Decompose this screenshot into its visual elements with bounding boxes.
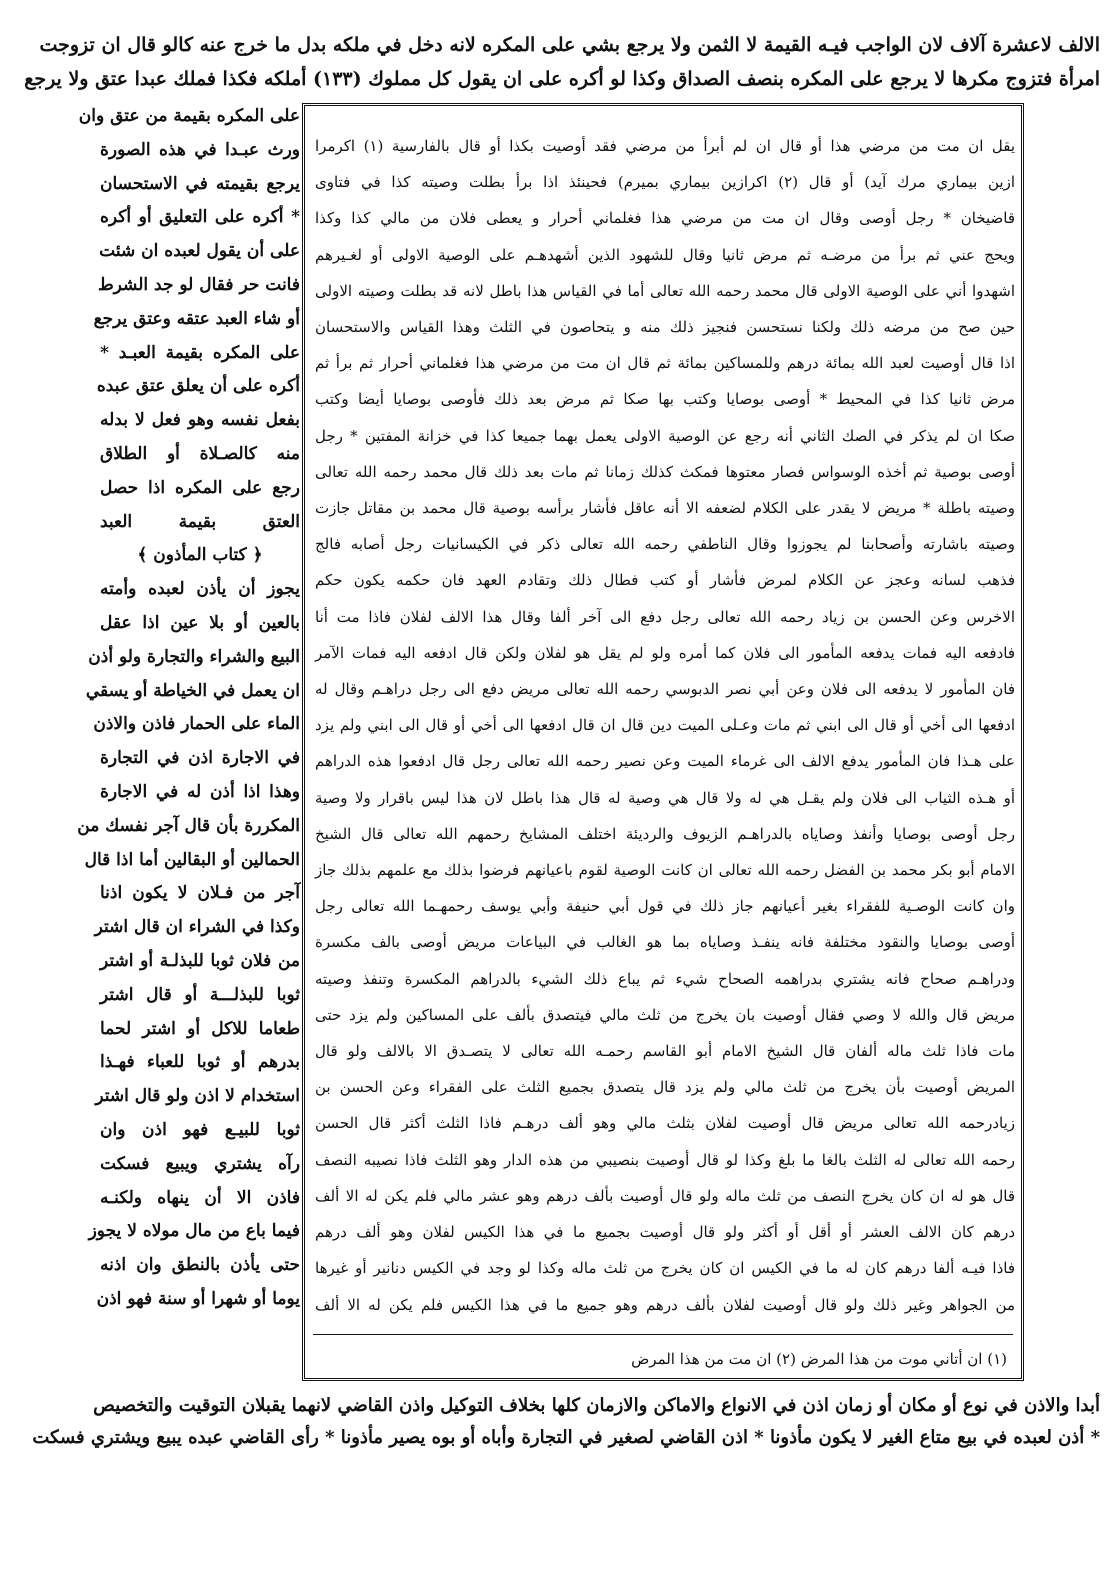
- footnote: (١) ان أتاني موت من هذا المرض (٢) ان مت من هذا المرض: [631, 1350, 1007, 1368]
- main-line: ازين بيماري مرك آيد) أو قال (٢) اكرازين بيماري بميرم) فحينئذ اذا برأ بطلت وصيته كذا في فتاوى: [315, 173, 1015, 192]
- margin-line: أكره على أن يعلق عتق عبده: [96, 376, 300, 397]
- main-line: وان كانت الوصـية للفقراء بغير أعيانهم جاز ذلك في قول أبي حنيفة وأبي يوسف رحمهـما الله تعالى رجل: [315, 897, 1015, 916]
- main-line: الاخرس وعن الحسن بن زياد رحمه الله تعالى رجل دفع الى آخر ألفا وقال هذا الالف لفلان فاذا مت أنا: [315, 607, 1015, 626]
- main-line: مريض قال والله لا وصي فقال أوصيت بان يخرج من ثلث مالي فيتصدق بألف على المساكين ولم يزد حتى: [315, 1005, 1015, 1024]
- margin-line: بالعين أو بلا عين اذا عقل: [100, 612, 300, 633]
- main-line: أوصى بوصايا والنقود مختلفة فانه ينفـذ وصاياه بما هو الغالب في البياعات مريض أوصى بالف مكسرة: [315, 933, 1015, 952]
- main-line: ودراهـم صحاح فانه يشتري بدراهمه الصحاح شيء ثم يباع ذلك الشيء بالدراهم المكسرة وتنفذ وصيته: [315, 969, 1015, 988]
- margin-line: يوما أو شهرا أو سنة فهو اذن: [96, 1288, 300, 1309]
- main-line: حين صح من مرضه ذلك ولكنا نستحسن فنجيز ذلك منه و يتحاصون في الثلث وهذا القياس والاستحسان: [315, 318, 1015, 337]
- margin-line: ثوبا للبيـع فهو اذن وان: [100, 1119, 300, 1140]
- main-text-frame: [302, 103, 1024, 1381]
- main-line: رجل أوصى بوصايا وأنفذ وصاياه بالدراهـم الزيوف والرديئة اختلف المشايخ رحمهم الله تعالى قال الشيخ: [315, 824, 1015, 843]
- margin-line: الحمالين أو البقالين أما اذا قال: [84, 849, 300, 870]
- margin-line: المكررة بأن قال آجر نفسك من: [77, 815, 300, 836]
- margin-line: آجر من فـلان لا يكون اذنا: [100, 883, 300, 904]
- margin-line: فاذن الا أن ينهاه ولكنـه: [100, 1187, 300, 1208]
- main-line: فاذا فيـه ألفا درهم كان له ما في الكيس ان كان يخرج من ثلث ماله وكذا لو وجد في الكيس دنانير أو غيرها: [315, 1259, 1015, 1278]
- margin-line: البيع والشراء والتجارة ولو أذن: [88, 646, 300, 667]
- margin-line: ثوبا للبذلـــة أو قال اشتر: [100, 984, 300, 1005]
- margin-line: * أكره على التعليق أو أكره: [100, 207, 300, 228]
- main-line: المريض أوصيت بأن يخرج من ثلث مالي ولم يزد قال يتصدق بجميع الثلث على الفقراء وعن الحسن بن: [315, 1078, 1015, 1097]
- margin-line: أو شاء العبد عتقه وعتق يرجع: [93, 308, 300, 329]
- footnote-divider: [313, 1334, 1013, 1335]
- main-line: قال هو له ان كان يخرج النصف من ثلث ماله ولو قال أوصيت بألف درهم وهو عشر مالي فلم يكن له الا ألف: [315, 1186, 1015, 1205]
- main-line: من الجواهر وغير ذلك ولو قال أوصيت لفلان بألف درهم وهو جميع ما في هذا الكيس فلم يكن له الا ألف: [315, 1295, 1015, 1314]
- main-line: على هـذا فان المأمور يدفع الالف الى غرماء الميت وعن نصير رحمه الله تعالى رجل قال ادفعوا هذه الدراهم: [315, 752, 1015, 771]
- main-line: أو هـذه الثياب الى فلان ولم يقـل هي له ولا قال هي وصية له قال هذا باطل لان هذا ليس باقرار ولا وصية: [315, 788, 1015, 807]
- margin-line: رجع على المكره اذا حصل: [100, 477, 300, 498]
- main-line: الامام أبو بكر محمد بن الفضل رحمه الله تعالى ان كانت الوصية لقوم باعيانهم فرضوا بذلك مع علمهم بذلك جاز: [315, 861, 1015, 880]
- margin-line: ان يعمل في الخياطة أو يسقي: [85, 680, 300, 701]
- margin-line: فيما باع من مال مولاه لا يجوز: [88, 1221, 300, 1242]
- main-line: فذهب لسانه وعجز عن الكلام لمرض فأشار أو كتب فطال ذلك وتقادم العهد فان حكمه يكون حكم: [315, 571, 1015, 590]
- side-margin-text: [77, 100, 300, 1317]
- main-line: اشهدوا أني على الوصية الاولى قال محمد رحمه الله تعالى أما في القياس هذا باطل لانه قد بطلت وصيته الاولى: [315, 281, 1015, 300]
- main-line: قاضيخان * رجل أوصى وقال ان مت من مرضي هذا فغلماني أحرار و يعطى فلان من مالي كذا وكذا: [315, 209, 1015, 228]
- main-line: رحمه الله تعالى له الثلث بالغا ما بلغ وكذا لو قال أوصيت بنصيبي من هذه الدار وهو الثلث فاذا نصيبه النصف: [315, 1150, 1015, 1169]
- bottom-margin-text: [32, 1390, 1100, 1454]
- top-line-1: الالف لاعشرة آلاف لان الواجب فيـه القيمة لا الثمن ولا يرجع بشي على المكره لانه دخل في ملكه بدل ما خرج عنه كالو قال ان تزوجت: [39, 34, 1100, 56]
- margin-line: حتى يأذن بالنطق وان اذنه: [100, 1255, 300, 1276]
- margin-line: وكذا في الشراء ان قال اشتر: [94, 917, 300, 938]
- margin-line: فانت حر فقال لو جد الشرط: [97, 274, 300, 295]
- margin-line: على المكره بقيمة من عتق وان: [78, 106, 300, 126]
- margin-line: منه كالصـلاة أو الطلاق: [100, 443, 300, 464]
- margin-line: على أن يقول لعبده ان شئت: [99, 241, 300, 262]
- margin-line: العتق بقيمة العبد: [100, 511, 300, 532]
- main-line: يقل ان مت من مرضي هذا أو قال ان لم أبرأ من مرضي فقد أوصيت بكذا أو قال بالفارسية (١) اكرمرا: [315, 137, 1015, 155]
- margin-line: طعاما للاكل أو اشتر لحما: [100, 1018, 300, 1039]
- margin-line: بفعل نفسه وهو فعل لا بدله: [100, 410, 300, 431]
- top-margin-text: [24, 28, 1100, 96]
- margin-line: ورث عبـدا في هذه الصورة: [100, 139, 300, 160]
- main-line: فادفعه اليه فمات يدفعه المأمور الى فلان كما أمره ولو لم يقل هو لفلان ولكن قال ادفعه اليه فمات الآمر: [315, 643, 1015, 662]
- margin-line: على المكره بقيمة العبـد *: [100, 342, 300, 363]
- main-line: مرض ثانيا كذا في المحيط * أوصى بوصايا وكتب بها صكا ثم مرض بعد ذلك فأوصى بوصايا أيضا وكتب: [315, 390, 1015, 409]
- margin-line: من فلان ثوبا للبذلـة أو اشتر: [100, 950, 300, 971]
- margin-line: في الاجارة اذن في التجارة: [100, 748, 300, 769]
- main-line: زيادرحمه الله تعالى مريض قال أوصيت لفلان بثلث مالي وهو ألف درهـم فاذا الثلث أكثر قال الحسن: [315, 1114, 1015, 1133]
- margin-line: بدرهم أو ثوبا للعباء فهـذا: [100, 1052, 300, 1073]
- margin-line: يجوز أن يأذن لعبده وأمته: [100, 579, 300, 600]
- main-line: فان المأمور لا يدفعه الى فلان وعن أبي نصر الدبوسي رحمه الله تعالى مريض دفع الى رجل دراهـم وقال له: [315, 680, 1015, 699]
- bottom-line-2: * أذن لعبده في بيع متاع الغير لا يكون مأذونا * اذن القاضي لصغير في التجارة وأباه أو بوه يصير مأذونا * رأى القاضي عبده يبيع ويشتري فسكت: [32, 1427, 1100, 1448]
- margin-line: رآه يشتري ويبيع فسكت: [100, 1153, 300, 1174]
- top-line-2: امرأة فتزوج مكرها لا يرجع على المكره بنصف الصداق وكذا لو أكره على ان يقول كل مملوك (١٣٣) أملكه فكذا فملك عبدا عتق ولا يرجع: [24, 68, 1100, 90]
- main-text-body: [315, 128, 1015, 1323]
- margin-line: الماء على الحمار فاذن والاذن: [93, 714, 300, 735]
- chapter-heading: ﴿ كتاب المأذون ﴾: [137, 545, 263, 566]
- main-line: درهم كان الالف العشر أو أقل أو أكثر ولو قال أوصيت بجميع ما في هذا الكيس لفلان وهو ألف درهم: [315, 1223, 1015, 1242]
- main-line: وصيته باطلة * مريض لا يقدر على الكلام لضعفه الا أنه عاقل فأشار برأسه بوصية قال محمد بن مقاتل جازت: [315, 499, 1015, 518]
- main-line: ويحج عني ثم برأ من مرضـه ثم مرض ثانيا وقال للشهود الذين أشهدهـم على الوصية الاولى أو لغـيرهم: [315, 245, 1015, 264]
- margin-line: وهذا اذا أذن له في الاجارة: [100, 781, 300, 802]
- main-line: صكا ان لم يذكر في الصك الثاني أنه رجع عن الوصية الاولى يعمل بهما جميعا كذا في خزانة المفتين * رجل: [315, 426, 1015, 445]
- main-line: مات فاذا ثلث ماله ألفان قال الشيخ الامام أبو القاسم رحمـه الله تعالى لا يتصـدق الا بالالف ولو قال: [315, 1042, 1015, 1061]
- main-line: أوصى بوصية ثم أخذه الوسواس فصار معتوها فمكث كذلك زمانا ثم مات بعد ذلك قال محمد رحمه الله تعالى: [315, 462, 1015, 481]
- main-line: ادفعها الى أخي أو قال الى ابني ثم مات وعـلى الميت دين قال ان قال ادفعها الى أخي أو قال الى ابني ولم يزد: [315, 716, 1015, 735]
- margin-line: استخدام لا اذن ولو قال اشتر: [95, 1086, 300, 1107]
- main-line: اذا قال أوصيت لعبد الله بمائة درهم وللمساكين بمائة ثم قال ان مت من مرضي هذا فغلماني أحرار ثم برأ ثم: [315, 354, 1015, 373]
- margin-line: يرجع بقيمته في الاستحسان: [100, 173, 300, 194]
- bottom-line-1: أبدا والاذن في نوع أو مكان أو زمان اذن في الانواع والاماكن والازمان كلها بخلاف التوكيل واذن القاضي لانهما يقبلان التوقيت والتخصيص: [93, 1395, 1100, 1416]
- main-line: وصيته باشارته وأصحابنا لم يجوزوا وقال الناطفي رحمه الله تعالى ذكر في الكيسانيات رجل أصابه فالج: [315, 535, 1015, 554]
